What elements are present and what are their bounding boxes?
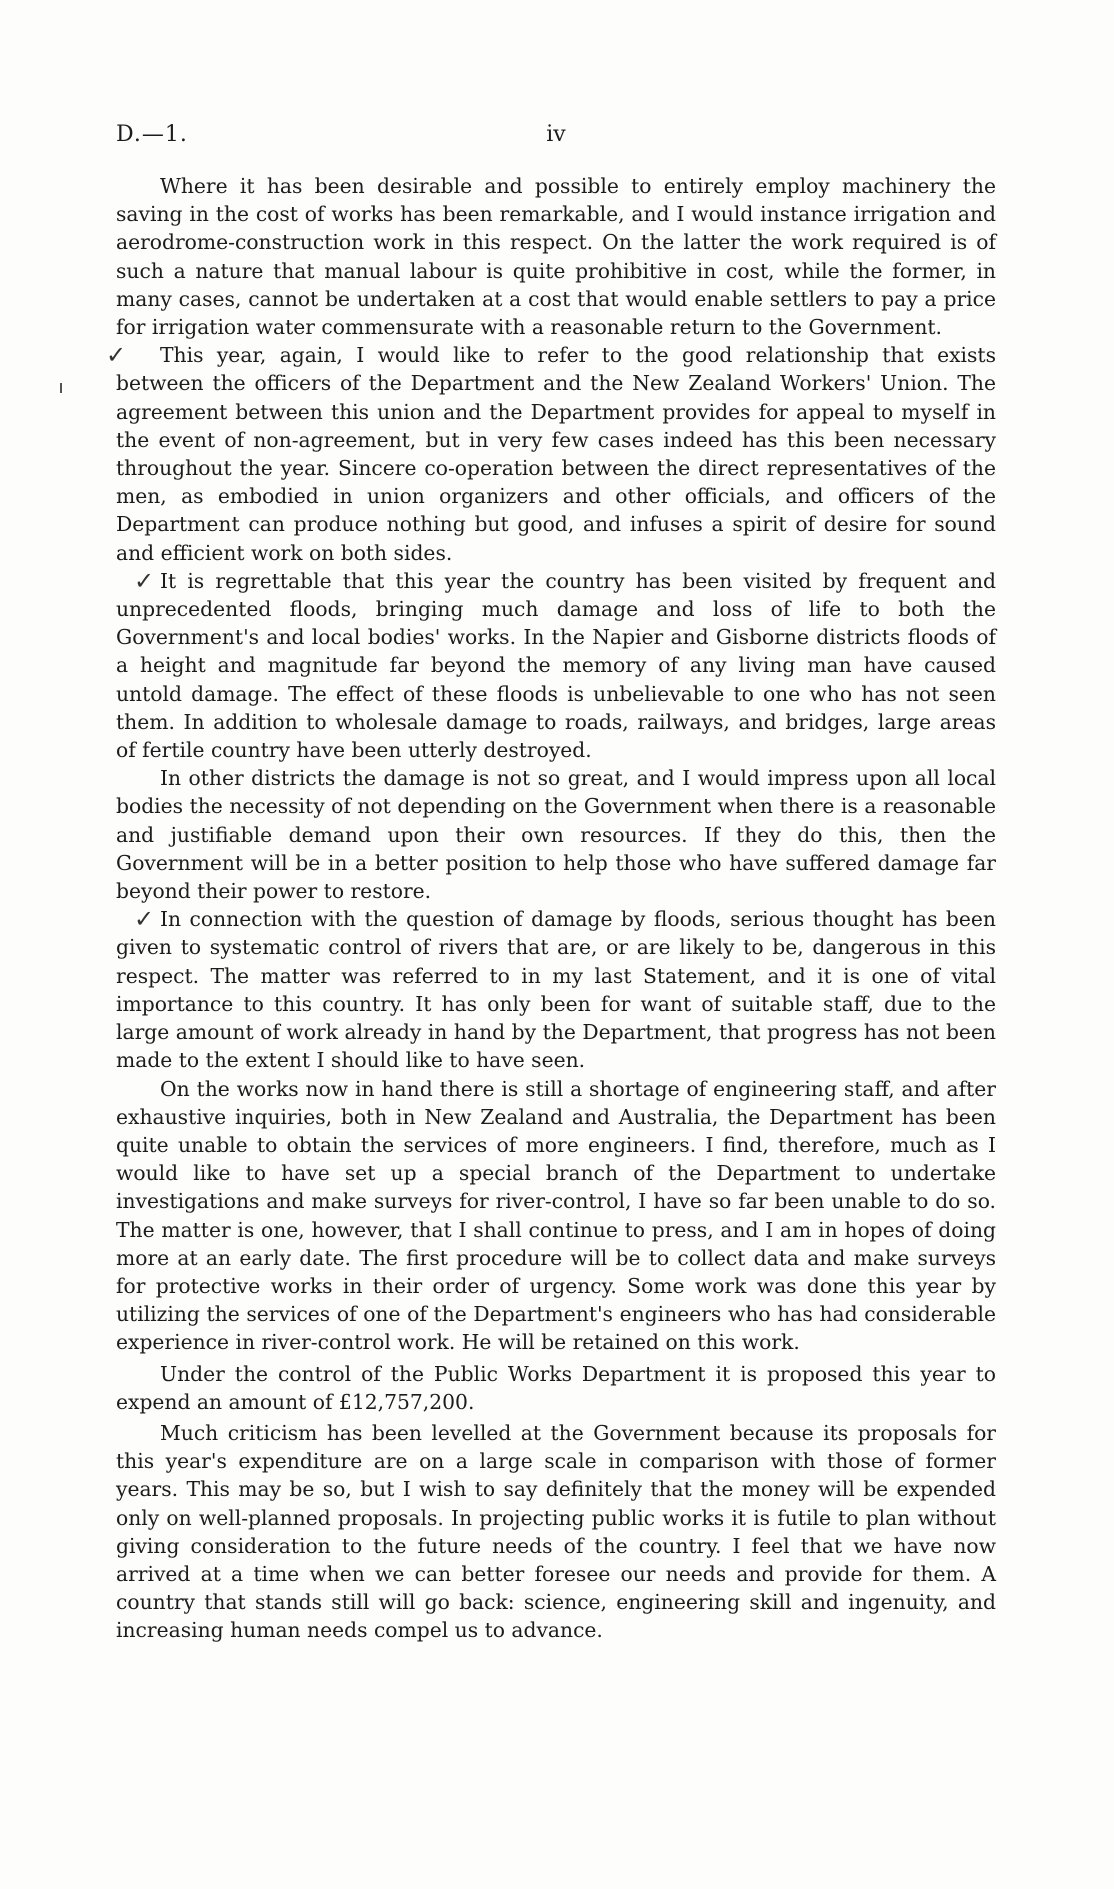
paragraph-wrapper-floods (116, 567, 996, 764)
paragraph-river-control: In connection with the question of damage by floods, serious thought has been given to systematic control of rivers that are, or are likely to be, dangerous in this respect. The matter was referred to in my last Statement, and it is one of vital importance to this country. It has only been for want of suitable staff, due to the large amount of work already in hand by the Department, that progress has not been made to the extent I should like to have seen. (116, 907, 996, 1073)
paragraph-floods: It is regrettable that this year the country has been visited by frequent and unprecedented floods, bringing much damage and loss of life to both the Government's and local bodies' works. In the Napier and Gisborne districts floods of a height and magnitude far beyond the memory of any living man have caused untold damage. The effect of these floods is unbelievable to one who has not seen them. In addition to wholesale damage to roads, railways, and bridges, large areas of fertile country have been utterly destroyed. (116, 568, 996, 763)
check-mark-icon: ✓ (134, 566, 155, 595)
body-text (106, 172, 996, 1645)
page-header (116, 122, 996, 152)
document-code: D.—1. (116, 122, 188, 147)
paragraph-wrapper-river-control (116, 905, 996, 1074)
paragraph-wrapper-union (106, 341, 996, 567)
margin-mark (60, 383, 62, 393)
paragraph-expenditure-amount: Under the control of the Public Works Department it is proposed this year to expend an amount of £12,757,200. (116, 1361, 996, 1414)
paragraph-criticism: Much criticism has been levelled at the Government because its proposals for this year's expenditure are on a large scale in comparison with those of former years. This may be so, but I wish to say definitely that the money will be expended only on well-planned proposals. In projecting public works it is futile to plan without giving consideration to the future needs of the country. I feel that we have now arrived at a time when we can better foresee our needs and provide for them. A country that stands still will go back: science, engineering skill and ingenuity, and increasing human needs compel us to advance. (116, 1420, 996, 1643)
paragraph-engineering-staff: On the works now in hand there is still a shortage of engineering staff, and after exhaustive inquiries, both in New Zealand and Australia, the Department has been quite unable to obtain the services of more engineers. I find, therefore, much as I would like to have set up a special branch of the Department to undertake investigations and make surveys for river-control, I have so far been unable to do so. The matter is one, however, that I shall continue to press, and I am in hopes of doing more at an early date. The first procedure will be to collect data and make surveys for protective works in their order of urgency. Some work was done this year by utilizing the services of one of the Department's engineers who has had considerable experience in river-control work. He will be retained on this work. (116, 1076, 996, 1355)
check-mark-icon: ✓ (134, 905, 155, 934)
paragraph-machinery-savings: Where it has been desirable and possible to entirely employ machinery the saving in the cost of works has been remarkable, and I would instance irrigation and aerodrome-construction work in this respect. On the latter the work required is of such a nature that manual labour is quite prohibitive in cost, while the former, in many cases, cannot be undertaken at a cost that would enable settlers to pay a price for irrigation water commensurate with a reasonable return to the Government. (116, 174, 996, 340)
paragraph-workers-union: This year, again, I would like to refer to the good relationship that exists between the officers of the Department and the New Zealand Workers' Union. The agreement between this union and the Department provides for appeal to myself in the event of non-agreement, but in very few cases indeed has this been necessary throughout the year. Sincere co-operation between the direct representatives of the men, as embodied in union organizers and other officials, and officers of the Department can produce nothing but good, and infuses a spirit of desire for sound and efficient work on both sides. (116, 343, 996, 565)
paragraph-local-bodies: In other districts the damage is not so great, and I would impress upon all local bodies the necessity of not depending on the Government when there is a reasonable and justifiable demand upon their own resources. If they do this, then the Government will be in a better position to help those who have suffered damage far beyond their power to restore. (116, 766, 996, 904)
check-mark-icon: ✓ (106, 341, 127, 370)
page-number: iv (546, 122, 566, 147)
